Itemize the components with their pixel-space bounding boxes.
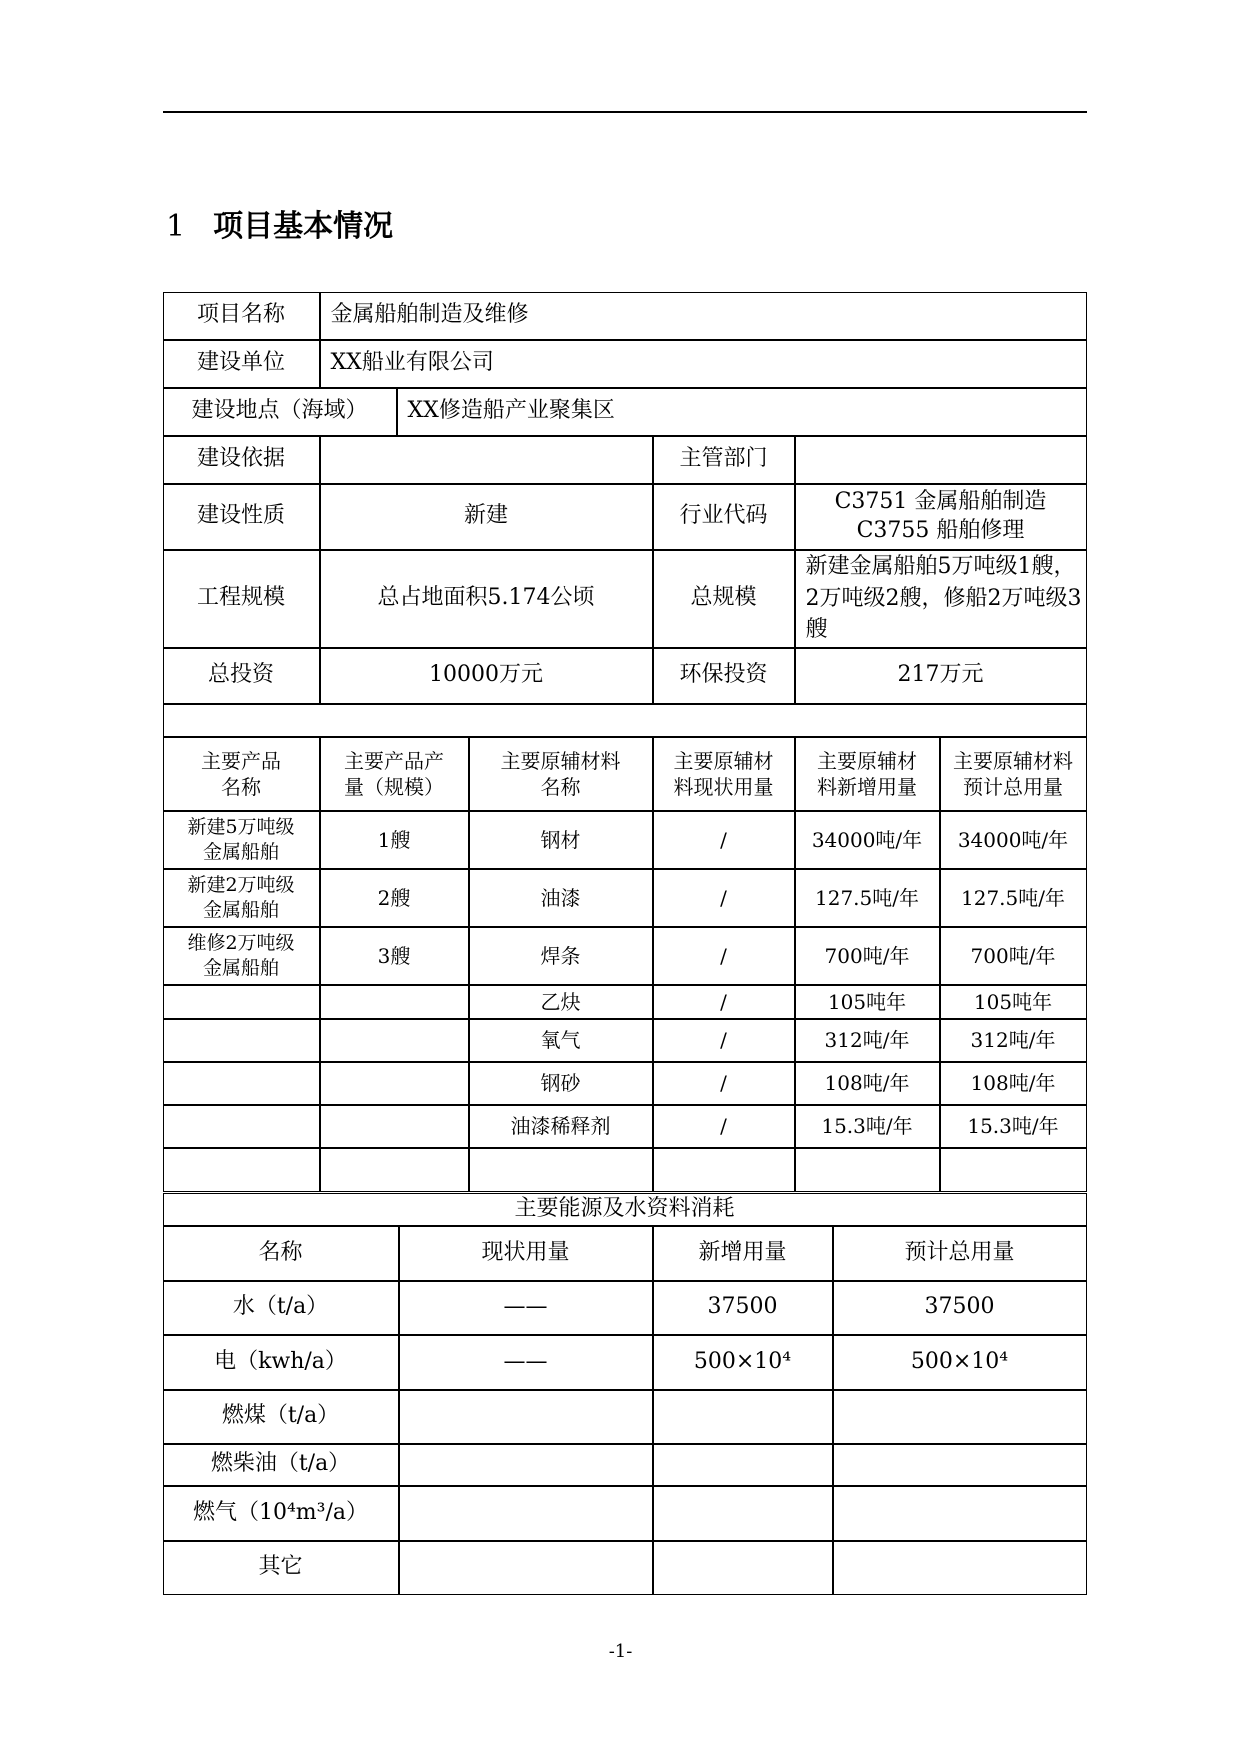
materials-cell: 108吨/年 — [795, 1062, 940, 1105]
materials-cell: 127.5吨/年 — [940, 869, 1087, 927]
nature-value: 新建 — [320, 484, 653, 550]
energy-cell: 燃柴油（t/a） — [163, 1444, 399, 1486]
energy-cell — [653, 1541, 833, 1595]
materials-cell: 钢砂 — [469, 1062, 653, 1105]
energy-header-2: 现状用量 — [399, 1226, 653, 1281]
materials-cell — [653, 1148, 795, 1192]
authority-value — [795, 436, 1087, 484]
materials-cell: 2艘 — [320, 869, 469, 927]
materials-cell — [163, 1062, 320, 1105]
materials-cell: 105吨年 — [795, 985, 940, 1019]
materials-cell — [163, 985, 320, 1019]
materials-cell: 34000吨/年 — [940, 811, 1087, 869]
scale-label: 工程规模 — [163, 550, 320, 648]
materials-cell — [163, 1148, 320, 1192]
materials-cell — [795, 1148, 940, 1192]
energy-cell — [653, 1486, 833, 1541]
materials-cell: 108吨/年 — [940, 1062, 1087, 1105]
materials-cell: 3艘 — [320, 927, 469, 985]
energy-cell: 其它 — [163, 1541, 399, 1595]
materials-cell — [469, 1148, 653, 1192]
materials-cell: / — [653, 1019, 795, 1062]
energy-cell: 37500 — [833, 1281, 1087, 1335]
materials-cell — [163, 1019, 320, 1062]
materials-cell: 油漆稀释剂 — [469, 1105, 653, 1148]
industry-code-value: C3751 金属船舶制造 C3755 船舶修理 — [795, 484, 1087, 550]
energy-cell — [833, 1444, 1087, 1486]
section-title: 项目基本情况 — [213, 209, 394, 244]
energy-cell: 500×10⁴ — [833, 1335, 1087, 1390]
materials-cell: 新建5万吨级 金属船舶 — [163, 811, 320, 869]
energy-cell: 电（kwh/a） — [163, 1335, 399, 1390]
materials-header-2: 主要产品产 量（规模） — [320, 737, 469, 811]
materials-cell: 34000吨/年 — [795, 811, 940, 869]
energy-cell — [653, 1390, 833, 1444]
materials-cell: 油漆 — [469, 869, 653, 927]
nature-label: 建设性质 — [163, 484, 320, 550]
materials-cell: 312吨/年 — [940, 1019, 1087, 1062]
materials-cell: 127.5吨/年 — [795, 869, 940, 927]
materials-cell: 15.3吨/年 — [795, 1105, 940, 1148]
env-investment-label: 环保投资 — [653, 648, 795, 704]
materials-cell: 氧气 — [469, 1019, 653, 1062]
header-rule — [163, 111, 1087, 113]
energy-cell: 500×10⁴ — [653, 1335, 833, 1390]
scale-value: 总占地面积5.174公顷 — [320, 550, 653, 648]
materials-cell: / — [653, 811, 795, 869]
materials-cell: 焊条 — [469, 927, 653, 985]
materials-cell: 312吨/年 — [795, 1019, 940, 1062]
materials-cell — [163, 1105, 320, 1148]
project-name-value: 金属船舶制造及维修 — [320, 292, 1087, 340]
energy-cell: 水（t/a） — [163, 1281, 399, 1335]
materials-cell — [940, 1148, 1087, 1192]
materials-cell — [320, 1062, 469, 1105]
section-heading — [166, 201, 393, 245]
energy-cell — [399, 1541, 653, 1595]
basis-value — [320, 436, 653, 484]
spacer-row — [163, 704, 1087, 737]
materials-cell: / — [653, 1062, 795, 1105]
materials-cell: 700吨/年 — [940, 927, 1087, 985]
materials-cell — [320, 1019, 469, 1062]
investment-label: 总投资 — [163, 648, 320, 704]
energy-cell — [399, 1486, 653, 1541]
env-investment-value: 217万元 — [795, 648, 1087, 704]
materials-cell: 700吨/年 — [795, 927, 940, 985]
materials-cell: 维修2万吨级 金属船舶 — [163, 927, 320, 985]
materials-header-3: 主要原辅材料 名称 — [469, 737, 653, 811]
materials-cell: 15.3吨/年 — [940, 1105, 1087, 1148]
energy-cell — [833, 1390, 1087, 1444]
energy-cell: —— — [399, 1335, 653, 1390]
materials-cell: 乙炔 — [469, 985, 653, 1019]
total-scale-value: 新建金属船舶5万吨级1艘，2万吨级2艘，修船2万吨级3艘 — [795, 550, 1087, 648]
materials-cell: / — [653, 1105, 795, 1148]
energy-header-3: 新增用量 — [653, 1226, 833, 1281]
energy-cell — [833, 1541, 1087, 1595]
project-name-label: 项目名称 — [163, 292, 320, 340]
energy-header-4: 预计总用量 — [833, 1226, 1087, 1281]
materials-header-5: 主要原辅材 料新增用量 — [795, 737, 940, 811]
materials-cell: 105吨年 — [940, 985, 1087, 1019]
materials-cell: / — [653, 927, 795, 985]
investment-value: 10000万元 — [320, 648, 653, 704]
industry-code-label: 行业代码 — [653, 484, 795, 550]
energy-cell: 37500 — [653, 1281, 833, 1335]
total-scale-label: 总规模 — [653, 550, 795, 648]
materials-cell: 新建2万吨级 金属船舶 — [163, 869, 320, 927]
materials-header-1: 主要产品 名称 — [163, 737, 320, 811]
energy-cell — [653, 1444, 833, 1486]
energy-cell: 燃气（10⁴m³/a） — [163, 1486, 399, 1541]
builder-label: 建设单位 — [163, 340, 320, 388]
materials-cell: / — [653, 985, 795, 1019]
energy-header-1: 名称 — [163, 1226, 399, 1281]
materials-cell — [320, 1105, 469, 1148]
materials-header-4: 主要原辅材 料现状用量 — [653, 737, 795, 811]
materials-header-6: 主要原辅材料 预计总用量 — [940, 737, 1087, 811]
energy-cell — [833, 1486, 1087, 1541]
energy-cell: 燃煤（t/a） — [163, 1390, 399, 1444]
energy-cell: —— — [399, 1281, 653, 1335]
energy-title: 主要能源及水资料消耗 — [163, 1193, 1087, 1226]
basis-label: 建设依据 — [163, 436, 320, 484]
materials-cell: / — [653, 869, 795, 927]
builder-value: XX船业有限公司 — [320, 340, 1087, 388]
materials-cell — [320, 985, 469, 1019]
location-value: XX修造船产业聚集区 — [397, 388, 1087, 436]
energy-cell — [399, 1390, 653, 1444]
location-label: 建设地点（海域） — [163, 388, 397, 436]
authority-label: 主管部门 — [653, 436, 795, 484]
materials-cell: 1艘 — [320, 811, 469, 869]
materials-cell: 钢材 — [469, 811, 653, 869]
page-number: -1- — [608, 1641, 633, 1662]
energy-cell — [399, 1444, 653, 1486]
section-number: 1 — [166, 209, 186, 244]
materials-cell — [320, 1148, 469, 1192]
